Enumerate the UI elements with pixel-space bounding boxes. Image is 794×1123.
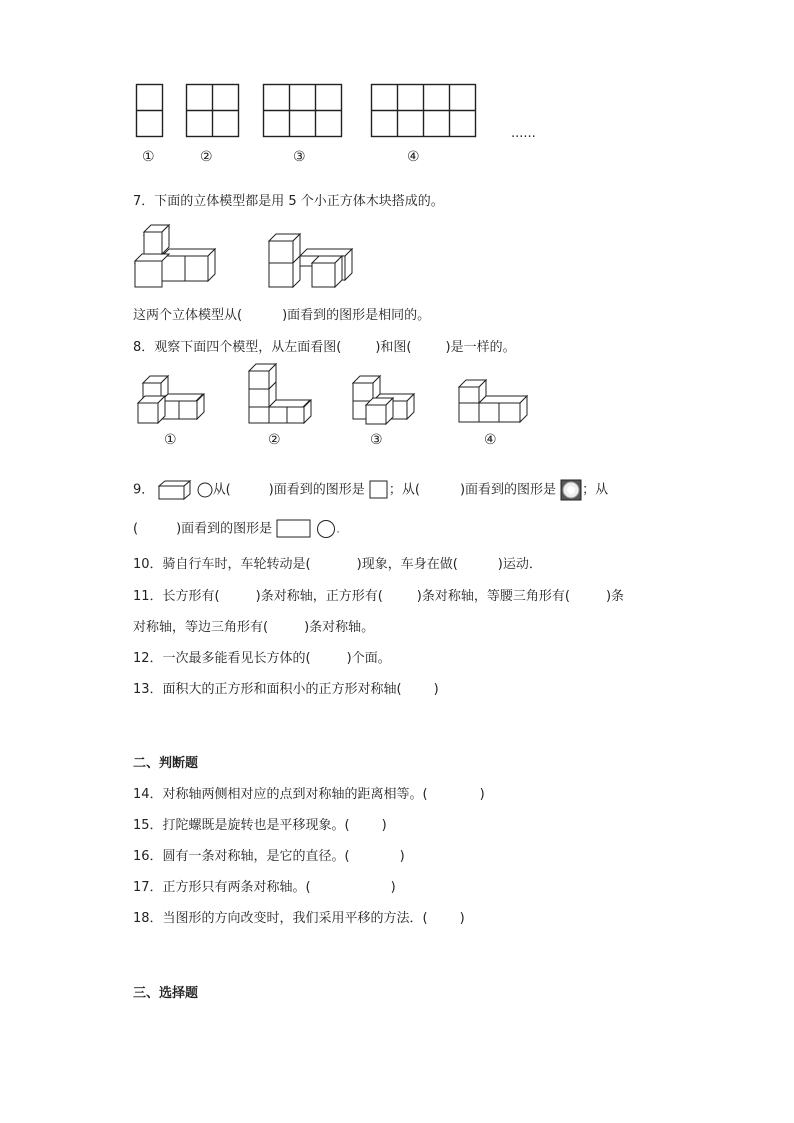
grid-ellipsis: ......	[511, 126, 536, 141]
q7-model-1	[134, 227, 224, 291]
q11-e: 对称轴，等边三角形有(	[133, 620, 269, 635]
q12-b: )个面。	[346, 651, 391, 666]
q14	[133, 786, 485, 804]
section-2-title: 二、判断题	[133, 756, 199, 771]
grid-label-3: ③	[293, 149, 306, 165]
q11-c: )条对称轴，等腰三角形有(	[416, 589, 570, 604]
q10	[133, 556, 542, 574]
q15-b: )	[381, 818, 387, 833]
q7-answer-suffix: )面看到的图形是相同的。	[282, 308, 431, 323]
q14-b: )	[479, 787, 485, 802]
q16-b: )	[399, 849, 405, 864]
q15	[133, 817, 387, 835]
q13	[133, 681, 439, 699]
q17-b: )	[390, 880, 396, 895]
q8-label-2: ②	[268, 432, 281, 448]
q9-p1: 从(	[212, 482, 231, 498]
q8-model-2	[248, 363, 312, 425]
q8-label-1: ①	[164, 432, 177, 448]
q8-model-1	[137, 374, 209, 426]
q8-label-4: ④	[484, 432, 497, 448]
q10-a: 10．骑自行车时，车轮转动是(	[133, 557, 311, 572]
q12-a: 12．一次最多能看见长方体的(	[133, 651, 311, 666]
q17-a: 17．正方形只有两条对称轴。(	[133, 880, 311, 895]
q8-stem-c: )是一样的。	[445, 340, 516, 355]
q11-b: )条对称轴，正方形有(	[255, 589, 383, 604]
sphere-icon	[197, 482, 213, 498]
q16	[133, 848, 405, 866]
q9-p7: )面看到的图形是	[176, 521, 273, 537]
q11-d: )条	[605, 589, 625, 604]
circle-shape-icon	[316, 519, 336, 539]
q10-c: )运动．	[497, 557, 542, 572]
q8-label-3: ③	[370, 432, 383, 448]
q8-model-4	[458, 378, 530, 426]
grid-figure-2	[186, 84, 241, 138]
q15-a: 15．打陀螺既是旋转也是平移现象。(	[133, 818, 350, 833]
q8-stem-b: )和图(	[375, 340, 412, 355]
grid-figure-4	[371, 84, 477, 138]
q9-line-1	[133, 479, 608, 501]
q9-p2: )面看到的图形是	[268, 482, 365, 498]
section-3-title: 三、选择题	[133, 986, 199, 1001]
grid-label-2: ②	[200, 149, 213, 165]
q9-p4: )面看到的图形是	[459, 482, 557, 498]
square-shape-icon	[369, 480, 389, 500]
q9-p5: ；从	[582, 482, 609, 498]
q9-num: 9．	[133, 482, 155, 498]
q9-p8: .	[336, 524, 340, 536]
q11-f: )条对称轴。	[304, 620, 375, 635]
grid-label-4: ④	[407, 149, 420, 165]
q9-line-2	[133, 519, 340, 541]
grid-figure-1	[136, 84, 164, 138]
q11-a: 11．长方形有(	[133, 589, 220, 604]
q18-a: 18．当图形的方向改变时，我们采用平移的方法．(	[133, 911, 428, 926]
q11-line-2	[133, 619, 374, 637]
q18-b: )	[459, 911, 465, 926]
q7-answer	[133, 307, 430, 325]
cuboid-icon	[158, 480, 192, 500]
q8-model-3	[352, 374, 418, 426]
q9-p6: (	[133, 521, 139, 537]
rectangle-shape-icon	[276, 519, 312, 539]
q8-stem-a: 8．观察下面四个模型，从左面看图(	[133, 340, 342, 355]
q11-line-1	[133, 588, 624, 606]
q7-stem: 7．下面的立体模型都是用 5 个小正方体木块搭成的。	[133, 194, 444, 209]
q9-p3: ；从(	[388, 482, 420, 498]
q13-a: 13．面积大的正方形和面积小的正方形对称轴(	[133, 682, 402, 697]
q8-stem	[133, 339, 516, 357]
q12	[133, 650, 391, 668]
q17	[133, 879, 396, 897]
grid-figure-3	[263, 84, 343, 138]
q18	[133, 910, 465, 928]
q13-b: )	[433, 682, 439, 697]
circle-in-square-icon	[560, 479, 582, 501]
q7-answer-prefix: 这两个立体模型从(	[133, 308, 243, 323]
q16-a: 16．圆有一条对称轴，是它的直径。(	[133, 849, 350, 864]
q10-b: )现象，车身在做(	[356, 557, 458, 572]
q7-model-2	[268, 235, 358, 293]
grid-label-1: ①	[142, 149, 155, 165]
q14-a: 14．对称轴两侧相对应的点到对称轴的距离相等。(	[133, 787, 428, 802]
